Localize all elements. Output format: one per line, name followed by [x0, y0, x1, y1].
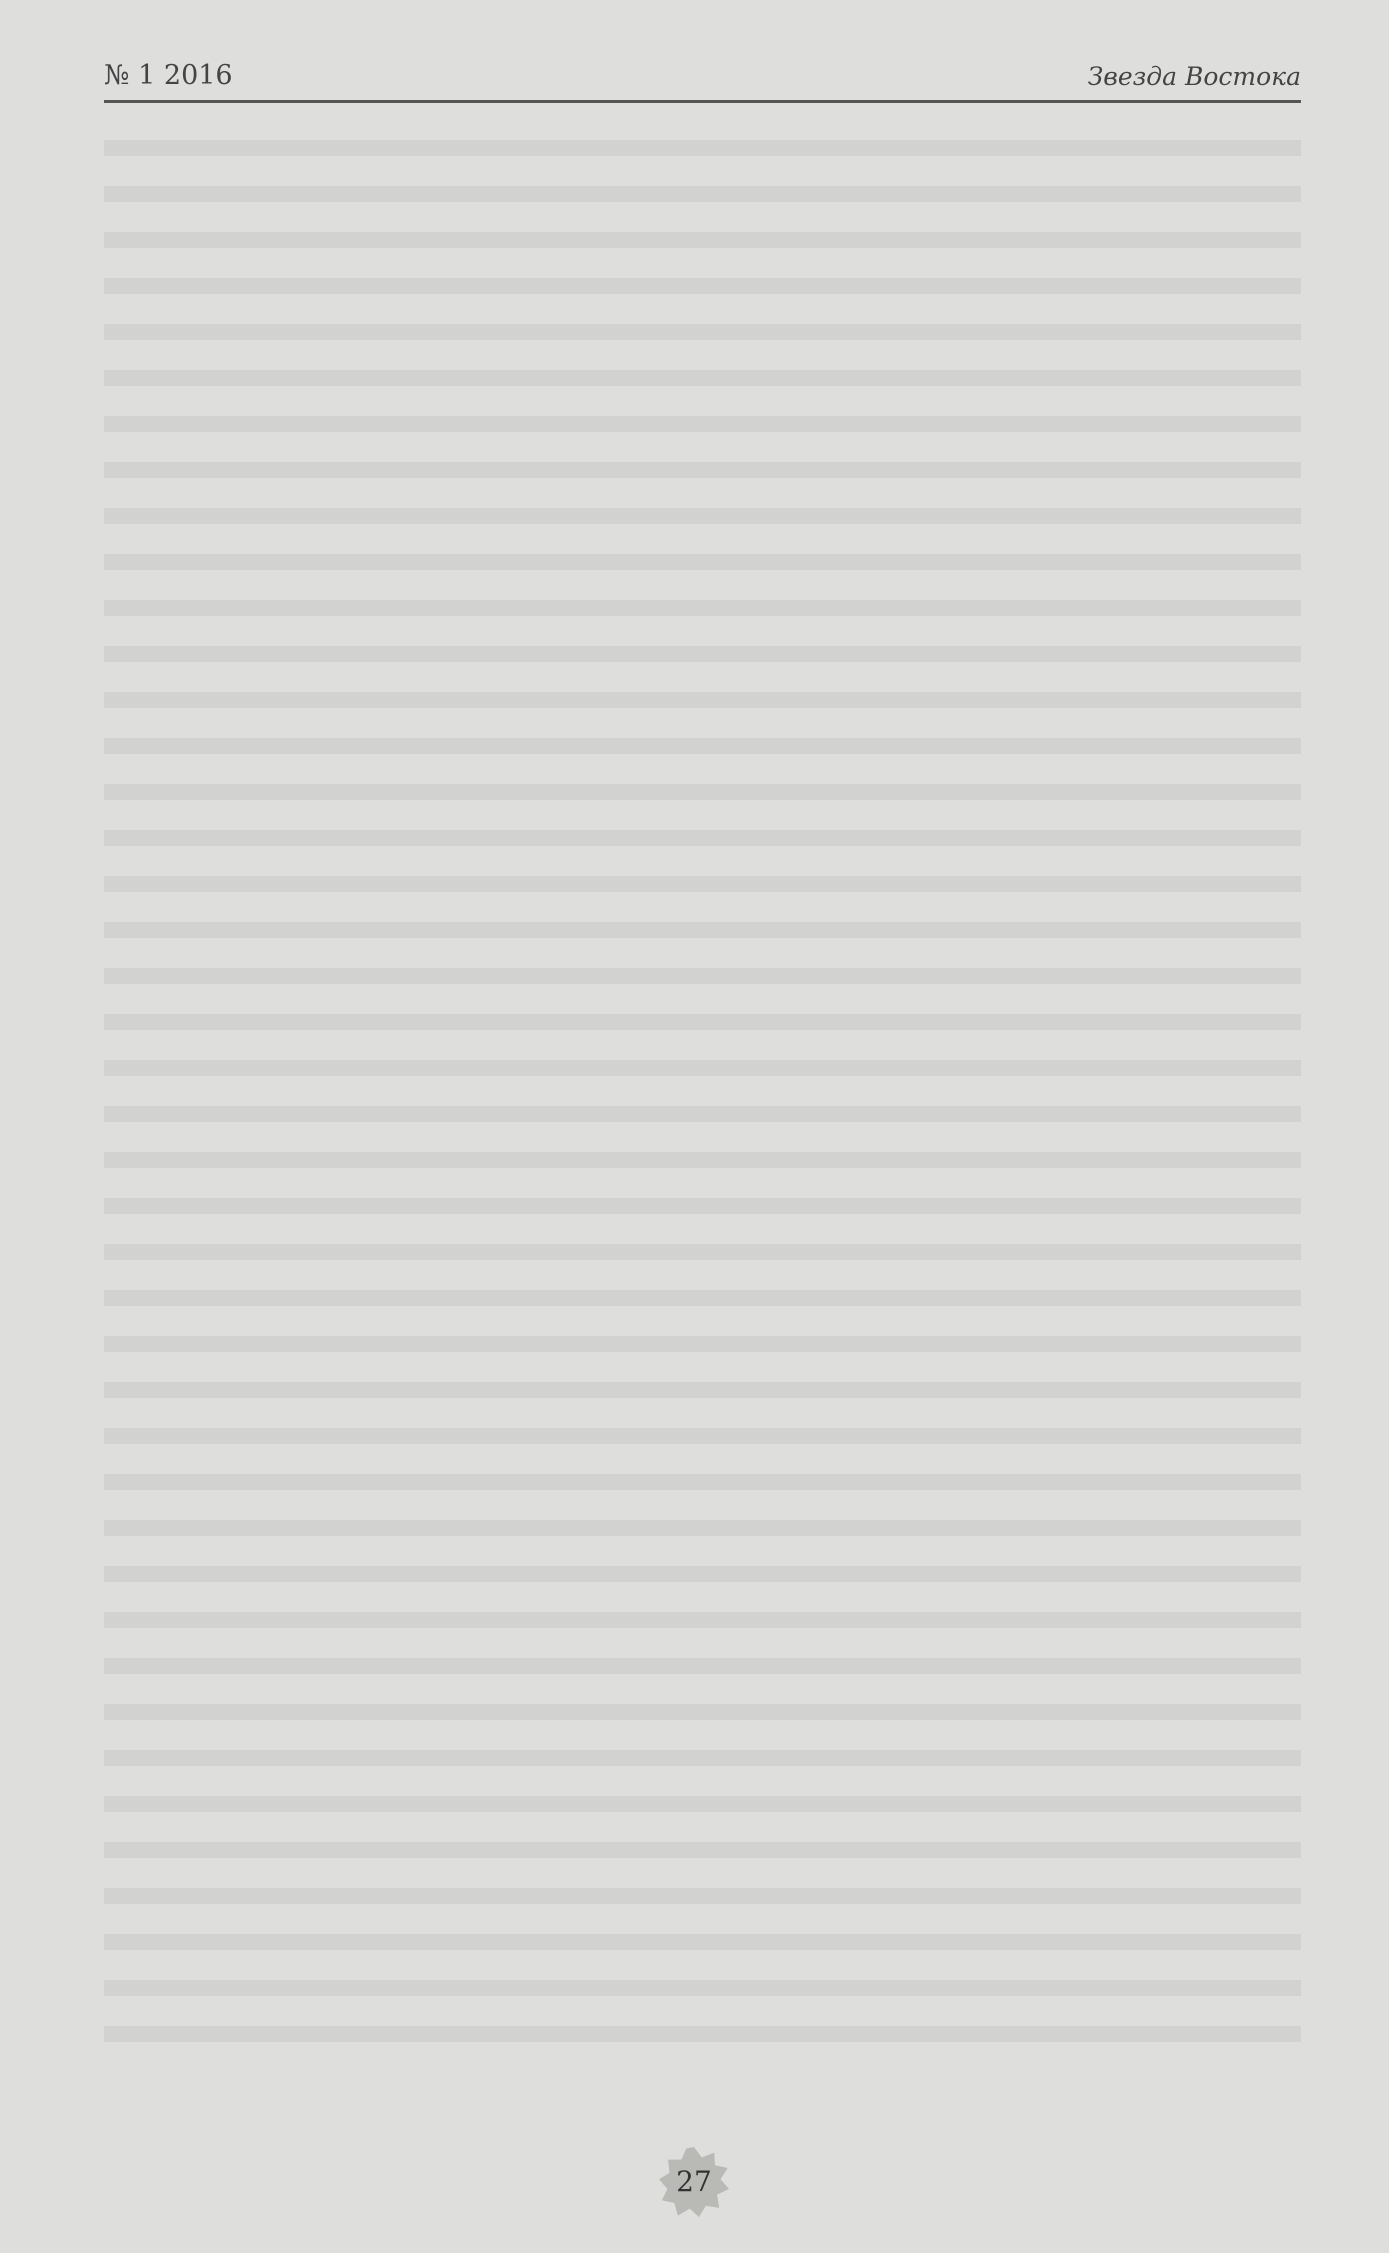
page-number-badge — [659, 2147, 729, 2217]
page-number: 27 — [676, 2165, 712, 2198]
journal-title: Звезда Востока — [1087, 62, 1301, 91]
issue-number: № 1 2016 — [104, 60, 233, 91]
running-header — [104, 40, 1301, 103]
body-text-block — [104, 126, 1301, 2063]
